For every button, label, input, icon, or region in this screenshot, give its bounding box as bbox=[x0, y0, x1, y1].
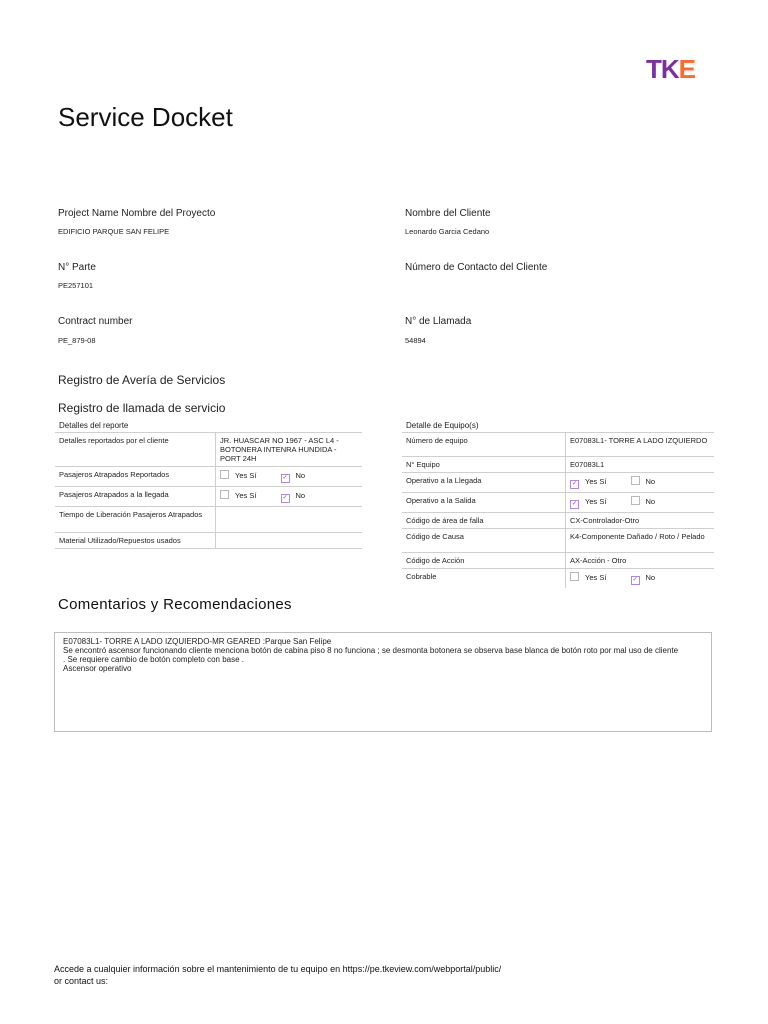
row-label: Tiempo de Liberación Pasajeros Atrapados bbox=[55, 507, 216, 533]
comment-line: . Se requiere cambio de botón completo con base . bbox=[63, 655, 244, 664]
tke-logo bbox=[646, 54, 696, 84]
page-title: Service Docket bbox=[58, 102, 233, 132]
no-checkbox[interactable] bbox=[631, 496, 640, 505]
yes-no-group bbox=[566, 493, 715, 513]
yes-no-group bbox=[566, 473, 715, 493]
no-label: No bbox=[645, 477, 656, 486]
row-label: Cobrable bbox=[406, 572, 437, 581]
client-value: Leonardo Garcia Cedano bbox=[405, 227, 490, 236]
registro-llamada-heading: Registro de llamada de servicio bbox=[58, 401, 226, 415]
contract-label: Contract number bbox=[58, 316, 133, 327]
table-row bbox=[402, 553, 714, 569]
table-row bbox=[402, 529, 714, 553]
table-row bbox=[402, 473, 714, 493]
yes-checkbox[interactable]: ✓ bbox=[571, 481, 578, 487]
row-label: Código de Acción bbox=[402, 553, 566, 569]
row-label: Pasajeros Atrapados a la llegada bbox=[55, 487, 216, 507]
row-value bbox=[216, 533, 363, 549]
equipment-table bbox=[402, 418, 714, 588]
yes-checkbox[interactable]: ✓ bbox=[571, 501, 578, 507]
row-label: Número de equipo bbox=[402, 433, 566, 457]
yes-no-group bbox=[216, 467, 363, 487]
yes-no-group bbox=[566, 569, 715, 589]
yes-label: Yes Sí bbox=[235, 471, 257, 480]
client-label: Nombre del Cliente bbox=[405, 208, 491, 219]
row-value: AX-Acción - Otro bbox=[566, 553, 715, 569]
table-row bbox=[402, 457, 714, 473]
project-label: Project Name Nombre del Proyecto bbox=[58, 208, 216, 219]
equipment-table-header: Detalle de Equipo(s) bbox=[402, 418, 714, 433]
row-value: K4-Componente Dañado / Roto / Pelado bbox=[566, 529, 715, 553]
row-value: CX-Controlador-Otro bbox=[566, 513, 715, 529]
row-label: Operativo a la Llegada bbox=[402, 473, 566, 493]
contract-value: PE_879-08 bbox=[58, 336, 96, 345]
row-label: Código de Causa bbox=[402, 529, 566, 553]
no-label: No bbox=[295, 471, 306, 480]
call-value: 54894 bbox=[405, 336, 426, 345]
report-table-header: Detalles del reporte bbox=[55, 418, 362, 433]
no-label: No bbox=[295, 491, 306, 500]
row-value: E07083L1- TORRE A LADO IZQUIERDO bbox=[566, 433, 715, 457]
report-table bbox=[55, 418, 362, 549]
no-checkbox[interactable]: ✓ bbox=[282, 475, 288, 481]
table-row bbox=[55, 507, 362, 533]
table-row bbox=[55, 487, 362, 507]
logo-tk: TK bbox=[646, 54, 679, 84]
row-value: JR. HUASCAR NO 1967 - ASC L4 - BOTONERA INTENRA HUNDIDA - PORT 24H bbox=[216, 433, 363, 467]
comments-heading: Comentarios y Recomendaciones bbox=[58, 596, 292, 613]
row-label: Material Utilizado/Repuestos usados bbox=[55, 533, 216, 549]
row-label: N° Equipo bbox=[402, 457, 566, 473]
yes-label: Yes Sí bbox=[585, 573, 607, 582]
table-row bbox=[55, 467, 362, 487]
yes-label: Yes Sí bbox=[585, 477, 607, 486]
row-label: Pasajeros Atrapados Reportados bbox=[55, 467, 216, 487]
row-label: Código de área de falla bbox=[402, 513, 566, 529]
table-row bbox=[402, 493, 714, 513]
table-row bbox=[402, 569, 714, 589]
yes-label: Yes Sí bbox=[235, 491, 257, 500]
yes-checkbox[interactable] bbox=[220, 490, 229, 499]
footer-portal-text: Accede a cualquier información sobre el mantenimiento de tu equipo en https://pe.tkeview.com/webportal/public/ bbox=[54, 964, 502, 974]
comment-line: Se encontró ascensor funcionando cliente menciona botón de cabina piso 8 no funciona ; se desmonta botonera se observa base blanca de botón roto por mal uso de cliente bbox=[63, 646, 679, 655]
part-value: PE257101 bbox=[58, 281, 94, 290]
yes-no-group bbox=[216, 487, 363, 507]
comment-line: Ascensor operativo bbox=[63, 664, 132, 673]
no-label: No bbox=[645, 573, 656, 582]
row-value: E07083L1 bbox=[566, 457, 715, 473]
yes-label: Yes Sí bbox=[585, 497, 607, 506]
contact-label: Número de Contacto del Cliente bbox=[405, 262, 548, 273]
project-value: EDIFICIO PARQUE SAN FELIPE bbox=[58, 227, 170, 236]
row-label: Operativo a la Salida bbox=[402, 493, 566, 513]
comments-box bbox=[54, 632, 712, 732]
no-label: No bbox=[645, 497, 656, 506]
table-row bbox=[402, 513, 714, 529]
footer-contact-text: or contact us: bbox=[54, 976, 109, 986]
yes-checkbox[interactable] bbox=[570, 572, 579, 581]
comment-line: E07083L1- TORRE A LADO IZQUIERDO-MR GEARED :Parque San Felipe bbox=[63, 637, 332, 646]
logo-e: E bbox=[678, 54, 696, 84]
table-row bbox=[55, 433, 362, 467]
row-label: Detalles reportados por el cliente bbox=[55, 433, 216, 467]
row-value bbox=[216, 507, 363, 533]
no-checkbox[interactable] bbox=[631, 476, 640, 485]
registro-averia-heading: Registro de Avería de Servicios bbox=[58, 373, 226, 387]
no-checkbox[interactable]: ✓ bbox=[282, 495, 288, 501]
table-row bbox=[55, 533, 362, 549]
part-label: N° Parte bbox=[58, 262, 96, 273]
call-label: N° de Llamada bbox=[405, 316, 472, 327]
footer bbox=[54, 963, 501, 987]
yes-checkbox[interactable] bbox=[220, 470, 229, 479]
table-row bbox=[402, 433, 714, 457]
no-checkbox[interactable]: ✓ bbox=[632, 577, 638, 583]
